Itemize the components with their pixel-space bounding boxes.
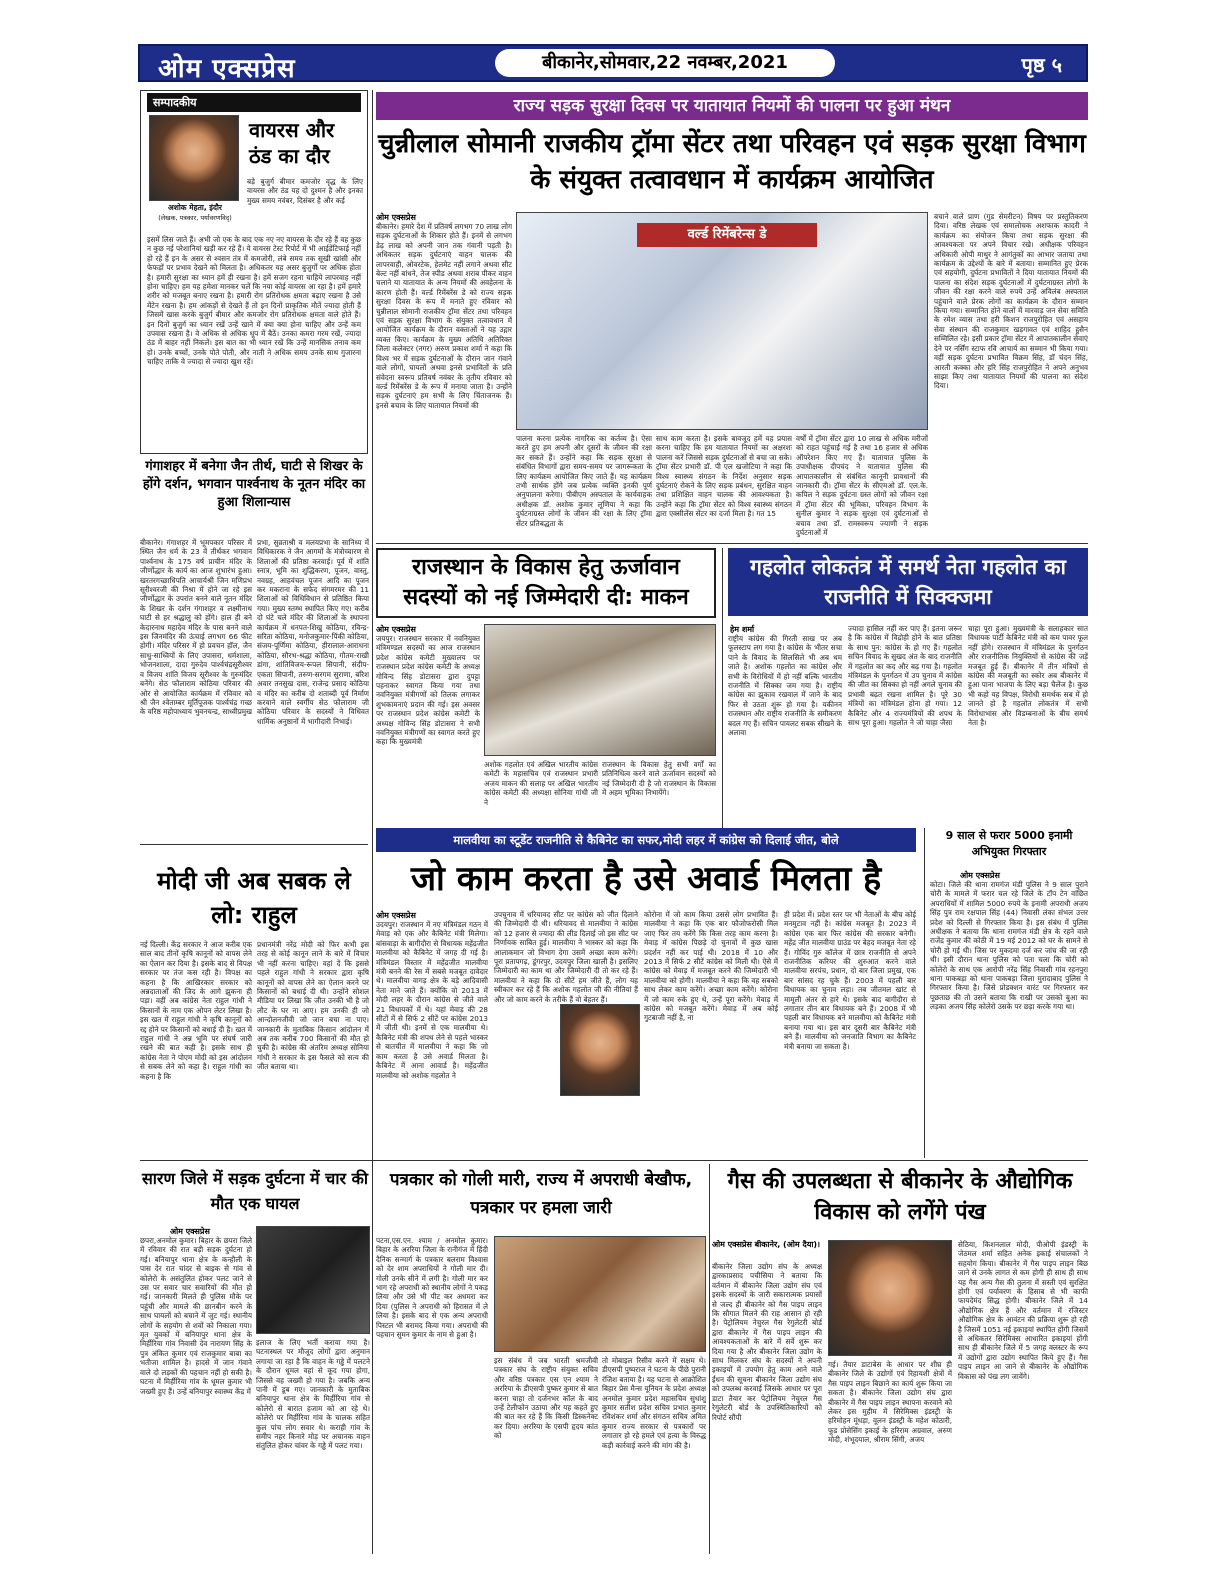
trauma-col-2: पालना करना प्रत्येक नागरिक का कर्तव्य है। ऐसा करते हुए हम अपनी और दूसरों के जीवन की रक्षा कर सकते हैं। उन्होंने कहा कि सड़क सुरक्षा से संबंधित विभागों द्वारा समय-समय पर जागरूकता के लिए कार्यक्रम आयोजित किए जाते हैं। यह कार्यक्रम तभी सार्थक होंगे जब प्रत्येक व्यक्ति इनकी पूर्ण अनुपालना करेगा। पीबीएम अस्पताल के कार्यवाहक अधीक्षक डॉ. अशोक कुमार लूणिया ने कहा कि दुर्घटनाग्रस्त लोगों के जीवन की रक्षा के लिए ट्रॉमा सेंटर प्रतिबद्धता के [516, 434, 652, 528]
rajasthan-meeting-photo [484, 624, 716, 756]
journalist-col-1: पटना,एस.एन. श्याम / अनमोल कुमार। बिहार के अररिया जिला के रानीगंज में हिंदी दैनिक सन्मार्ग के पत्रकार बलराम विश्वास को देर शाम अपराधियों ने गोली मार दी। गोली उनके सीने में लगी है। गोली मार कर भाग रहे अपराधी को स्थानीय लोगों ने पकड़ लिया और उसे भी पीट कर अधमरा कर दिया (पुलिस ने अपराधी को हिरासत में ले लिया है। इसके बाद से एक अन्य अपराधी पिस्टल भी बरामद किया गया। अपराधी की पहचान सुमन कुमार के नाम से हुआ है। [376, 1236, 488, 1340]
gehlot-col-1: राष्ट्रीय कांग्रेस की गिरती साख पर अब फूलस्टाप लग गया है। कांग्रेस के भीतर सचा पाने के विवाद के सिलसिले भी अब थम जाते है। अशोक गहलोत का कांग्रेस और सभी के विरोधियों में हो नहीं बल्कि भारतीय राजनीति में सिक्का जम गया है। राष्ट्रीय कांग्रेस का झुकाव रखवाल में जाने के बाद फिर से उठता शुरू हो गया है। यकीनन राजस्थान और राष्ट्रीय राजनीति के समीकरण बदल गए हैं। सचिन पायलट सबक सीखने के अलावा [728, 634, 842, 738]
gehlot-headline-box [728, 548, 1088, 616]
gehlot-headline: गहलोत लोकतंत्र में समर्थ नेता गहलोत का राजनीति में सिक्क्जमा [750, 555, 1066, 609]
rajasthan-headline-box [376, 548, 716, 618]
page-label: पृष्ठ ५ [1021, 53, 1062, 77]
editorial-section-label: सम्पादकीय [147, 93, 361, 112]
editorial-body: इसमें लिस जाते हैं। अभी जो एक के बाद एक नए नए वायरस के दौर रहे हैं वह कुछ न कुछ नई परेशानियां खड़ी कर रहे हैं। ये वायरस टेस्ट रिपोर्ट में भी आईडेंटिफाई नहीं हो रहे हैं इन के असर से श्वसन तंत्र में कमजोरी, लंबे समय तक सूखी खांसी और फेफड़ों पर प्रभाव देखने को मिलता है। अधिकतर यह असर बुजुर्गों पर अधिक होता है। हमारी सुरक्षा का ध्यान हमें ही रखना है। हमें सजग रहना चाहिये लापरवाह नहीं होना चाहिए। हम यह हमेशा मानकर चलें कि नया कोई वायरस आ रहा है। हमें हमारे शरीर को मजबूत बनाए रखना है। हमारी रोग प्रतिरोधक क्षमता बढ़ाए रखना है उसे मेंटेन रखना है। हम आंकड़ों से देखते हैं तो इन दिनों प्राकृतिक मौतें ज्यादा होती हैं जिसमें खास करके बुजुर्ग बीमार और कमजोर रोग प्रतिरोधक क्षमता वाले होते हैं। इन दिनों बुजुर्ग का ध्यान रखें उन्हें खाने में क्या क्या होना चाहिए और उन्हें कम उपवास रखना है। वे अधिक से अधिक धूप में बैठें। उनका कमरा गरम रखें, ज्यादा ठंड में बाहर नहीं निकलें। इस बात का भी ध्यान रखें कि उन्हें मानसिक तनाव कम हो। उनके बच्चों, उनके पोते पोती, और नाती ने अधिक समय उनके साथ गुजारना चाहिए ताकि वे ज्यादा से ज्यादा खुश रहें। [147, 235, 361, 367]
gehlot-byline: हेम शर्मा [730, 625, 755, 634]
gas-col-3: सेठिया, किशनलाल मोदी, पीओपी इंडस्ट्री के जेठमल शर्मा सहित अनेक इकाई संचालकों ने सहयोग किया। बीकानेर में गैस पाइप लाइन बिछ जाने से उनके लागत से कम होगी ही साथ ही साथ यह गैस अन्य गैस की तुलना में सस्ती एवं सुरक्षित होगी एवं पर्यावरण के हिसाब से भी काफी फायदेमंद सिद्ध होगी। बीकानेर जिले में 14 औद्योगिक क्षेत्र हैं और वर्तमान में रजिस्टर औद्योगिक क्षेत्र के आवंटन की प्रक्रिया शुरू हो रही है जिसमें 1051 नई इकाइयां स्थापित होंगी जिसमें से अधिकतर सिरेमिक्स आधारित इकाइयां होंगी साथ ही बीकानेर जिले में 5 जगह क्लस्टर के रूप में उद्योगों द्वारा उद्योग स्थापित किये हुए हैं। गैस पाइप लाइन आ जाने से बीकानेर के औद्योगिक विकास को पंख लग जायेंगे। [958, 1240, 1088, 1381]
saran-headline: सारण जिले में सड़क दुर्घटना में चार की मौत एक घायल [141, 1169, 369, 1213]
editorial-author-name: अशोक मेहता, इंदौर [168, 203, 222, 212]
editorial-headline: वायरस और ठंड का दौर [249, 118, 335, 168]
modi-col-2: प्रधानमंत्री नरेंद्र मोदी को फिर कभी इस तरह से कोई कानून लाने के बारे में विचार भी नहीं करना चाहिए। वहां दें कि इससे पहले राहुल गांधी ने सरकार द्वारा कृषि कानूनों को वापस लेने का ऐलान करने पर किसानों को बधाई दी थी। उन्होंने सोशल मीडिया पर लिखा कि जीत उनकी भी है जो लौट के घर ना आए। हम उनकी ही जो आन्दोलनजीवी जो जान बचा ना पाए। जानकारी के मुताबिक किसान आंदोलन में अब तक करीब 700 किसानों की मौत हो चुकी है। कांग्रेस की अंतरिम अध्यक्ष सोनिया गांधी ने सरकार के इस फैसले को सत्य की जीत बताया था। [257, 940, 369, 1072]
kota-headline: 9 साल से फरार 5000 इनामी अभियुक्त गिरफ्तार [945, 829, 1073, 858]
trauma-headline: चुन्नीलाल सोमानी राजकीय ट्रॉमा सेंटर तथा परिवहन एवं सड़क सुरक्षा विभाग के संयुक्त तत्वावधान में कार्यक्रम आयोजित [378, 129, 1086, 195]
journalist-headline: पत्रकार को गोली मारी, राज्य में अपराधी बेखौफ, पत्रकार पर हमला जारी [389, 1170, 693, 1218]
journalist-col-3: तो मोबाइल रिसीव करने में सक्षम थे। डीएसपी पुष्पराज ने घटना के पीछे पुरानी रंजिश बताया है। यह घटना से आक्रोशित बिहार प्रेस मैन्स यूनियन के प्रदेश अध्यक्ष अनमोल कुमार प्रदेश महासचिव सुधांशु कुमार सतीश प्रदेश सचिव प्रभात कुमार रविशंकर शर्मा और संगठन सचिव अमित कुमार राज्य सरकार से पत्रकारों पर लगातार हो रहे हमले एवं हत्या के विरुद्ध कड़ी कार्रवाई करने की मांग की है। [602, 1356, 706, 1450]
paper-name: ओम एक्सप्रेस [158, 54, 296, 82]
safety-banner-text: राज्य सड़क सुरक्षा दिवस पर यातायात नियमों की पालना पर हुआ मंथन [513, 96, 951, 116]
trauma-col-5: बचाने वाले प्राण (गुड सेमरीटन) विषय पर प्रस्तुतिकरण दिया। वरिष्ठ लेखक एवं समालोचक अशफाक कादरी ने कार्यक्रम का संयोजन किया तथा सड़क सुरक्षा की आवश्यकता पर अपने विचार रखे। अधीक्षक परिवहन अधिकारी ओपी माथुर ने आगंतुकों का आभार जताया तथा कार्यक्रम के उद्देश्यों के बारे में बताया। सम्मानित हुए प्रेरक एवं सहयोगी, दुर्घटना प्रभावितों ने दिया यातायात नियमों की पालना का संदेश सड़क दुर्घटनाओं में दुर्घटनाग्रस्त लोगों के जीवन की रक्षा करने वाले रुपये उन्हें अविलंब अस्पताल पहुंचाने वाले प्रेरक लोगों का कार्यक्रम के दौरान सम्मान किया गया। सम्मानित होने वालों में मारवाड़ जन सेवा समिति के रमेश व्यास तथा हरी किशन राजपुरोहित एवं असहाय सेवा संस्थान की राजकुमार खड़गावत एवं शाहिद हुसैन सम्मिलित रहे। इसी प्रकार ट्रॉमा सेंटर में आपातकालीन सेवाएं देने पर नर्सिंग स्टाफ रवि आचार्य का सम्मान भी किया गया। वहीं सड़क दुर्घटना प्रभावित विक्रम सिंह, डॉ चंदन सिंह, आरती कक्का और हरि सिंह राजपुरोहित ने अपने अनुभव साझा किए तथा यातायात नियमों की पालना का संदेश दिया। [934, 212, 1088, 391]
trauma-photo-banner: वर्ल्ड रिमेंबरेन्स डे [637, 223, 817, 247]
rajasthan-col-1: जयपुर। राजस्थान सरकार में नवनियुक्त मंत्रिमण्डल सदस्यों का आज राजस्थान प्रदेश कांग्रेस कमेटी मुख्यालय पर राजस्थान प्रदेश कांग्रेस कमेटी के अध्यक्ष गोविन्द सिंह डोटासरा द्वारा दुपट्टा पहनाकर स्वागत किया गया तथा नवनियुक्त मंत्रीगणों को तिलक लगाकर शुभकामनाएं प्रदान की गई। इस अवसर पर राजस्थान प्रदेश कांग्रेस कमेटी के अध्यक्ष गोविन्द सिंह डोटासरा ने सभी नवनियुक्त मंत्रीगणों का स्वागत करते हुए कहा कि मुख्यमंत्री [376, 634, 480, 747]
rule-left [372, 90, 373, 1554]
journalist-hospital-photo [494, 1236, 706, 1352]
award-col-1: उदयपुर। राजस्थान में नए मंत्रिमंडल गठन में मेवाड़ को एक और कैबिनेट मंत्री मिलेगा। बांसवाड़ा के बागीदौरा से विधायक महेंद्रजीत मालवीया को कैबिनेट में जगह दी गई है। मंत्रिमंडल विस्तार में महेंद्रजीत मालवीया मंत्री बनने की रेस में सबसे मजबूत दावेदार थे। मालवीया वागड़ क्षेत्र के बड़े आदिवासी नेता माने जाते हैं। क्योंकि वो 2013 में मोदी लहर के दौरान कांग्रेस से जीते वाले 21 विधायकों में थे। यहां मेवाड़ की 28 सीटों में से सिर्फ 2 सीटें पर कांग्रेस 2013 में जीती थी। इनमें से एक मालवीया थे। कैबिनेट मंत्री की शपथ लेने से पहले भास्कर से बातचीत में मालवीया ने कहा कि जो काम करता है उसे अवार्ड मिलता है। कैबिनेट में आना आवार्ड है। महेंद्रजीत मालवीया को अशोक गहलोत ने [376, 920, 488, 1080]
kota-byline: ओम एक्सप्रेस [960, 871, 1000, 880]
rajasthan-col-3: राजस्थान के विकास हेतु सभी वर्गों का प्रतिनिधित्व करने वाले ऊर्जावान सदस्यों को नई जिम्मेदारी दी है जो राजस्थान के विकास में अहम भूमिका निभायेंगे। [602, 760, 716, 798]
award-byline: ओम एक्सप्रेस [376, 911, 416, 920]
divider-lower [140, 1160, 1088, 1161]
jain-headline: गंगाशहर में बनेगा जैन तीर्थ, घाटी से शिखर के होंगे दर्शन, भगवान पार्श्वनाथ के नूतन मंदिर का हुआ शिलान्यास [142, 459, 366, 510]
masthead-bar [138, 44, 1088, 82]
jain-col-2: प्रभा, सुव्रताश्री व मलयप्रभा के सानिध्य में विधिकारक ने जैन आगमों के मंत्रोच्चारण से शिलाओं की प्रतिष्ठा करवाई। पूर्व में शांति स्नात्र, भूमि का शुद्धिकरण, पूजन, वास्तु, नवग्रह, आहवंचल पूजन आदि का पूजन कर मकराना के सफेद संगमरमर की 11 शिलाओं को विधिविधान से प्रतिष्ठित किया गया। मुख्य स्तम्भ स्थापित किए गए। करीब दो घंटे चले मंदिर की शिलाओं के स्थापना कार्यक्रम में धनपत-शिखु कोठिया, रविन्द्र-सरिता कोठिया, मनोजकुमार-पिंकी कोठिया, संजय-पूर्णिमा कोठिया, हीरालाल-आराधना कोठिया, सौरभ-श्रद्धा कोठिया, गौतम-राखी डांगा, शांतिविजय-रूपल सिपानी, संदीप-एकता सिपानी, तरुण-सरगम सुराणा, बरिश अवार तनसुख दास, राजेन्द्र प्रसाद कोठिया व मंदिर का करीब दो शताब्दी पूर्व निर्माण करवाने वाले स्वर्गीय सेठ फौलाराम जी कोठिया परिवार के सदस्यों ने विधिवत धार्मिक अनुष्ठानों में भागीदारी निभाई। [257, 538, 369, 726]
safety-banner [376, 92, 1088, 120]
trauma-event-photo [516, 212, 928, 430]
rule-right [924, 828, 925, 1158]
editorial-author-photo [149, 115, 239, 201]
trauma-col-3: साथ काम करता है। इसके बावजूद हमें यह प्रयास करना चाहिए कि हम यातायात नियमों का अक्षरशः पालना करें जिससे सड़क दुर्घटनाओं से बचा जा सके। ट्रॉमा सेंटर प्रभारी डॉ. पी एल खजोटिया ने कहा कि विश्व स्वास्थ्य संगठन के निर्देश अनुसार सड़क दुर्घटनाएं रोकने के लिए सड़क प्रबंधन, सुरक्षित वाहन तथा प्रशिक्षित वाहन चालक की आवश्यकता है। उन्होंने कहा कि ट्रॉमा सेंटर को विश्व स्वास्थ्य संगठन द्वारा एक्सीलेंस सेंटर का दर्जा मिला है। गत 15 [656, 434, 792, 519]
editorial-intro: बड़े बुजुर्ग बीमार कमजोर वृद्ध के लिए वायरस और ठंड यह दो दुश्मन है और इनका मुख्य समय नवंबर, दिसंबर है और कई [247, 177, 363, 205]
gas-col-2: गई। तैयार डाटाबेस के आधार पर शीघ्र ही बीकानेर जिले के उद्योगों एवं रिहायशी क्षेत्रों में गैस पाइप लाइन बिछाने का कार्य शुरू किया जा सकता है। बीकानेर जिला उद्योग संघ द्वारा बीकानेर में गैस पाइप लाइन स्थापना करवाने को लेकर इस मुहीम में सिरेमिक्स इंडस्ट्री के हरिमोहन मूंधड़ा, वूलन इंडस्ट्री के महेश कोठारी, फूड प्रोसेसिंग इकाई के हरिराम अग्रवाल, अरुण मोदी, शंभूदयाल, श्रीराम सिंगी, अजय [828, 1360, 952, 1445]
journalist-col-2: इस संबंध में जब भारती श्रमजीवी पत्रकार संघ के राष्ट्रीय संयुक्त सचिव और वरिष्ठ पत्रकार एस एन श्याम ने अररिया के डीएसपी पुष्कर कुमार से बात करना चाहा तो दर्जनभर कॉल के बाद उन्हें टेलीफोन उठाया और यह कहते हुए की बात कर रहे हैं कि किसी डिस्कनेक्ट कर दिया। अररिया के एसपी हृदय कांत को [494, 1356, 598, 1441]
award-headline: जो काम करता है उसे अवार्ड मिलता है [410, 859, 882, 899]
rajasthan-headline: राजस्थान के विकास हेतु ऊर्जावान सदस्यों को नई जिम्मेदारी दी: माकन [403, 555, 689, 610]
divider-left-mid [140, 844, 368, 845]
award-col-3: कोरोना में जो काम किया उससे लोग प्रभावित हैं। मालवीया ने कहा कि एक बार फौजोफरोसी मिल जाए फिर तय करेंगे कि किस तरह काम करना है। मेवाड़ में कांग्रेस पिछड़े दो चुनावों में कुछ खास प्रदर्शन नहीं कर पाई थी। 2018 में 10 और 2013 में सिर्फ 2 सीटें कांग्रेस को मिली थी। ऐसे में कांग्रेस को मेवाड़ में मजबूत करने की जिम्मेदारी भी मालवीया को होगी। मालवीया ने कहा कि वह सबको साथ लेकर काम करेंगे। अच्छा काम करेंगे। कोरोना में जो काम रुके हुए थे, उन्हें पूरा करेंगे। मेवाड़ में कांग्रेस को मजबूत करेंगे। मेवाड़ में अब कोई गुटबाजी नहीं है, ना [644, 910, 778, 1023]
malviya-banner-text: मालवीया का स्टूडेंट राजनीति से कैबिनेट का सफर,मोदी लहर में कांग्रेस को दिलाई जीत, बोले [453, 833, 839, 847]
editorial-author-role: (लेखक, पत्रकार, पर्यावरणविद्) [158, 214, 232, 222]
gehlot-col-3: चाहा पूरा हुआ। मुख्यमंत्री के सलाहकार सात विधायक पार्टी केबिनेट मंत्री को कम पावर फूल नहीं होंगे। राजस्थान में मंत्रिमंडल के पुनर्गठन और राजनीतिक नियुक्तियों से कांग्रेस की जड़ें मजबूत हुई हैं। बीकानेर में तीन मंत्रियों से कांग्रेस की मजबूती का स्कोर अब बीकानेर में हुआ पाना भाजपा के लिए बड़ा चैलेंज है। कुछ भी कहो यह विपक्ष, विरोधी समर्थक सब में हो जानते हो है गहलोत लोकतंत्र में सभी विरोधाभास और विडम्बनाओं के बीच समर्थ नेता है। [968, 624, 1088, 728]
saran-col-1: छपरा,अनमोल कुमार। बिहार के छपरा जिले में रविवार की रात बड़ी सड़क दुर्घटना हो गई। बनियापुर थाना क्षेत्र के कन्हौली के पास देर रात चांदर से बाइक से गांव से कोलेरो के असंतुलित होकर पलट जाने से उस पर सवार चार सवारियों की मौत हो गई। जानकारी मिलते ही पुलिस मौके पर पहुंची और मामले की छानबीन करने के साथ घायलों को बचाने में जुट गई। स्थानीय लोगों के सहयोग से शवों को निकाला गया। मृत युवकों में बनियापुर थाना क्षेत्र के मिर्हीरिया गांव निवासी देव नारायण सिंह के पुत्र अंकित कुमार एवं राजकुमार बाबा का भतीजा शामिल है। हादसे में जान गंवाने वाले दो लड़कों की पहचान नहीं हो सकी है। घटना में मिर्हीरिया गांव के धूमल कुमार भी जख्मी हुए हैं। उन्हें बनियापुर स्वास्थ्य केंद्र में [140, 1236, 252, 1396]
trauma-byline: ओम एक्सप्रेस [376, 213, 416, 222]
rajasthan-col-2: अशोक गहलोत एवं अखिल भारतीय कांग्रेस कमेटी के महासचिव एवं राजस्थान प्रभारी अजय माकन की सलाह पर अखिल भारतीय कांग्रेस कमेटी की अध्यक्षा सोनिया गांधी जी ने [484, 760, 598, 807]
rajasthan-byline: ओम एक्सप्रेस [376, 625, 416, 634]
malviya-portrait [560, 1004, 640, 1096]
award-col-4: ही प्रदेश में। प्रदेश स्तर पर भी नेताओं के बीच कोई मनमुटाव नहीं है। कांग्रेस मजबूत है। 2023 में कांग्रेस एक बार फिर कांग्रेस की सरकार बनेगी। महेंद्र जीत मालवीया ग्राउंड पर बेहद मजबूत नेता रहे हैं। गोविंद गुरु कॉलेज में छात्र राजनीति से अपने राजनीतिक करियर की शुरुआत करने वाले मालवीया सरपंच, प्रधान, दो बार जिला प्रमुख, एक बार सांसद रह चुके हैं। 2003 में पहली बार विधायक का चुनाव लड़ा। तब जीतमल खांट से मामूली अंतर से हारे थे। इसके बाद बागीदौरा से लगातार तीन बार विधायक बने हैं। 2008 में भी पहली बार विधायक बने मालवीया को कैबिनेट मंत्री बनाया गया था। इस बार दूसरी बार कैबिनेट मंत्री बने हैं। मालवीया को जनजाति विभाग का कैबिनेट मंत्री बनाया जा सकता है। [784, 910, 916, 1051]
gas-president-photo [828, 1240, 952, 1356]
saran-col-2: इलाज के लिए भर्ती कराया गया है।घटनास्थल पर मौजूद लोगों द्वारा अनुमान लगाया जा रहा है कि वाहन के गड्ढे में पलटने के दौरान धूमल वहां से कूद गया होगा, जिससे वह जख्मी हो गया है। जबकि अन्य पानी में डूब गए। जानकारी के मुताबिक बनियापुर थाना क्षेत्र के मिर्हीरिया गांव से कोलेरो से बारात हजाम को आ रहे थे। कोलेरो पर मिर्हीरिया गांव के चालक सहित कुल पांच लोग सवार थे। कराही गांव के समीप नहर किनारे मोड़ पर अचानक वाहन संतुलित होकर चांवर के गड्ढे में पलट गया। [256, 1338, 370, 1451]
divider-upper [376, 543, 1088, 544]
gas-col-1: बीकानेर जिला उद्योग संघ के अध्यक्ष द्वारकाप्रसाद पचीसिया ने बताया कि वर्तमान में बीकानेर जिला उद्योग संघ एवं इसके सदस्यों के जारी सकारात्मक प्रयासों से जल्द ही बीकानेर को गैस पाइप लाइन कि सौगात मिलने की राह आसान हो रही है। पेट्रोलियम नेचुरल गैस रेगुलेटरी बोर्ड द्वारा बीकानेर में गैस पाइप लाइन की आवश्यकताओं के बारे में सर्वे शुरू कर दिया गया है और बीकानेर जिला उद्योग के साथ मिलकर संघ के सदस्यों ने अपनी इकाइयों में उपयोग हेतु काम आने वाले ईंधन की सूचना बीकानेर जिला उद्योग संघ को उपलब्ध करवाई जिसके आधार पर पूरा डाटा तैयार कर पेट्रोलियम नेचुरल गैस रेगुलेटरी बोर्ड के उपस्थितिकारियों को रिपोर्ट सौंपी [712, 1262, 822, 1422]
dateline: बीकानेर,सोमवार,22 नवम्बर,2021 [495, 49, 835, 77]
rule-mid [722, 548, 723, 828]
gas-byline: ओम एक्सप्रेस बीकानेर, (ओम दैया)। [712, 1240, 821, 1249]
gehlot-col-2: ज्यादा हासिल नहीं कर पाए हैं। इतना जरूर है कि कांग्रेस में विद्रोही होने के बात प्रतिष्ठा के साथ पुन: कांग्रेस के हो गए हैं। गहलोत सचिन विवाद के सुखद अंत के बाद राजनीति में गहलोत का कद और बढ़ गया है। गहलोत मंत्रिमंडल के पुनर्गठन में उप चुनाव में कांग्रेस की जीत का सिक्का हो नहीं अगले चुनाव की प्रभावी बढ़त रखना शामिल है। पूरे 30 मंत्रियों का मंत्रिमंडल होना हो गया। 12 कैबिनेट और 4 राज्यमंत्रियों की शपथ के साथ पूरा हुआ। गहलोत ने जो चाहा जैसा [848, 624, 962, 728]
trauma-col-1: बीकानेर। हमारे देश में प्रतिवर्ष लगभग 70 लाख लोग सड़क दुर्घटनाओं के शिकार होते हैं। इनमें से लगभग डेढ़ लाख को अपनी जान तक गंवानी पड़ती है। अधिकतर सड़क दुर्घटनाएं वाहन चालक की लापरवाही, ओवरटेक, हेलमेट नहीं लगाने अथवा सीट बेल्ट नहीं बांधने, तेज स्पीड अथवा शराब पीकर वाहन चलाने या यातायात के अन्य नियमों की अवहेलना के कारण होती हैं। वर्ल्ड रिमेंबरेंस डे को राज्य सड़क सुरक्षा दिवस के रूप में मनाते हुए रविवार को चुन्नीलाल सोमानी राजकीय ट्रॉमा सेंटर तथा परिवहन एवं सड़क सुरक्षा विभाग के संयुक्त तत्वावधान में आयोजित कार्यक्रम के दौरान वक्ताओं ने यह उद्गार व्यक्त किए। कार्यक्रम के मुख्य अतिथि अतिरिक्त जिला कलेक्टर (नगर) अरुण प्रकाश शर्मा ने कहा कि विश्व भर में सड़क दुर्घटनाओं के दौरान जान गंवाने वाले लोगों, घायलों अथवा इनसे प्रभावितों के प्रति संवेदना स्वरूप प्रतिवर्ष नवंबर के तृतीय रविवार को वर्ल्ड रिमेंबरेंस डे के रूप में मनाया जाता है। उन्होंने सड़क दुर्घटनाएं हम सभी के लिए चिंताजनक हैं। इनसे बचाव के लिए यातायात नियमों की [376, 222, 512, 410]
editorial-box [140, 90, 368, 454]
award-col-2a: उपचुनाव में धरियावद सीट पर कांग्रेस को जीत दिलाने की जिम्मेदारी दी थी। धरियावद से मालवीया ने कांग्रेस को 12 हजार से ज्यादा की लीड दिलाई जो इस सीट पर निर्णायक साबित हुई। मालवीया ने भास्कर को कहा कि आलाकमान जो विभाग देगा उसमें अच्छा काम करेंगे। पूरा प्रतापगढ़, डूंगरपुर, उदयपुर जिला खाली है। इसलिए जिम्मेदारी का काम था और जिम्मेदारी दी तो कर रहे हैं। मालवीया ने कहा कि दो सीटें हम जीते हैं, लोग यह स्वीकार कर रहे हैं कि अशोक गहलोत जी की नीतियां हैं और जो काम करने के तरीके हैं वो बेहतर हैं। [494, 910, 638, 1004]
trauma-col-4: वर्षों में ट्रॉमा सेंटर द्वारा 10 लाख से अधिक मरीजों को राहत पहुंचाई गई है तथा 16 हजार से अधिक ऑपरेशन किए गए हैं। यातायात पुलिस के उपाधीक्षक दीपचंद ने यातायात पुलिस की आपातकालीन से संबंधित कानूनी प्रावधानों की जानकारी दी। ट्रॉमा सेंटर के सीएमओ डॉ. एल.के. कपिल ने सड़क दुर्घटना ग्रस्त लोगों को जीवन रक्षा में ट्रॉमा सेंटर की भूमिका, परिवहन विभाग के सुनील कुमार ने सड़क सुरक्षा एवं दुर्घटनाओं से बचाव तथा डॉ. रामस्वरूप ज्याणी ने सड़क दुर्घटनाओं में [796, 434, 928, 538]
modi-col-1: नई दिल्ली। केंद्र सरकार ने आज करीब एक साल बाद तीनों कृषि कानूनों को वापस लेने का ऐलान कर दिया है। इसके बाद से विपक्ष सरकार पर तंज कस रही है। विपक्ष का कहना है कि आखिरकार सरकार को अन्नदाताओं की जिद के आगे झुकना ही पड़ा। वहीं अब कांग्रेस नेता राहुल गांधी ने किसानों के नाम एक ओपन लेटर लिखा है। इस खत में राहुल गांधी ने कृषि कानूनों को रद्द होने पर किसानों को बधाई दी है। खत में राहुल गांधी ने अन्न भूमि पर संघर्ष जारी रखने की बात कही है। इसके साथ ही कांग्रेस नेता ने पोएम मोदी को इस आंदोलन से सबक लेने को कहा है। राहुल गांधी का कहना है कि [140, 940, 252, 1081]
kota-body: कोटा। जिले की थाना रामगंज मंडी पुलिस ने 9 साल पुराने चोरी के मामले में फरार चल रहे जिले के टॉप टेन वांछित अपराधियों में शामिल 5000 रुपये के इनामी अपराधी अजय सिंह पुत्र राम रक्षपाल सिंह (44) निवासी लंका संभल उत्तर प्रदेश को दिल्ली से गिरफ्तार किया है। इस संबंध में पुलिस अधीक्षक ने बताया कि थाना रामगंज मंडी क्षेत्र के रहने वाले राजेंद्र कुमार की कोठी में 19 मई 2012 को घर के सामने से चोरी हो गई थी। जिस पर मुकदमा दर्ज कर जांच की जा रही थी। इसी दौरान थाना पुलिस को पता चला कि चोरी को कोलेरो के साथ एक आरोपी नरेंद्र सिंह निवासी गांव रहनपुरा थाना पाकबड़ा को थाना पाकबड़ा जिला मुरादाबाद पुलिस ने गिरफ्तार किया है। जिसे प्रोडक्शन वारंट पर गिरफ्तार कर पूछताछ की तो उसने बताया कि राखी पर उसको बुआ का लड़का अजय सिंह कोलेरो उसके पर छड़ा करके गया था। [930, 880, 1088, 1012]
rule-lower [709, 1164, 710, 1554]
saran-accident-photo [256, 1226, 370, 1334]
saran-byline: ओम एक्सप्रेस [170, 1227, 210, 1236]
modi-headline: मोदी जी अब सबक ले लो: राहुल [157, 867, 351, 929]
gas-headline: गैस की उपलब्धता से बीकानेर के औद्योगिक विकास को लगेंगे पंख [727, 1169, 1073, 1225]
jain-col-1: बीकानेर। गंगाशहर में भूमपकार परिसर में स्थित जैन धर्म के 23 वें तीर्थंकर भगवान पार्श्वनाथ के 175 वर्ष प्राचीन मंदिर के जीर्णोद्धार के कार्य का आज शुभारंभ हुआ। खरतरगच्छाधिपति आचार्यश्री जिन मणिप्रभ सूरीश्वरजी की निश्रा में होने जा रहे इस जीर्णोद्धार के उपरांत बनने वाले नूतन मंदिर के शिखर के दर्शन गंगाशहर व लक्ष्मीनाथ घाटी से हर श्रद्धालु को होंगे। हाल ही बने केदारनाथ महादेव मंदिर के पास बनने वाले इस जिनमंदिर की ऊंचाई लगभग 66 फीट होगी। मंदिर परिसर में हो प्रवचन हॉल, जैन साधु-साध्वियों के लिए उपासरा, धर्मशाला, भोजनशाला, दादा गुरुदेव पार्श्वचंद्रसूरीश्वर व विजय शांति विजय सूरीश्वर के गुरुमंदिर बनेंगे। सेठ फौलाराम कोठिया परिवार की ओर से आयोजित कार्यक्रम में रविवार को श्री जैन श्वेताम्बर मूर्तिपूजक पार्श्वचंद्र गच्छ के वरिष्ठ महोपाध्याय भुवनचन्द्र, साध्वीप्रमुख [140, 538, 252, 717]
malviya-banner [376, 828, 916, 852]
